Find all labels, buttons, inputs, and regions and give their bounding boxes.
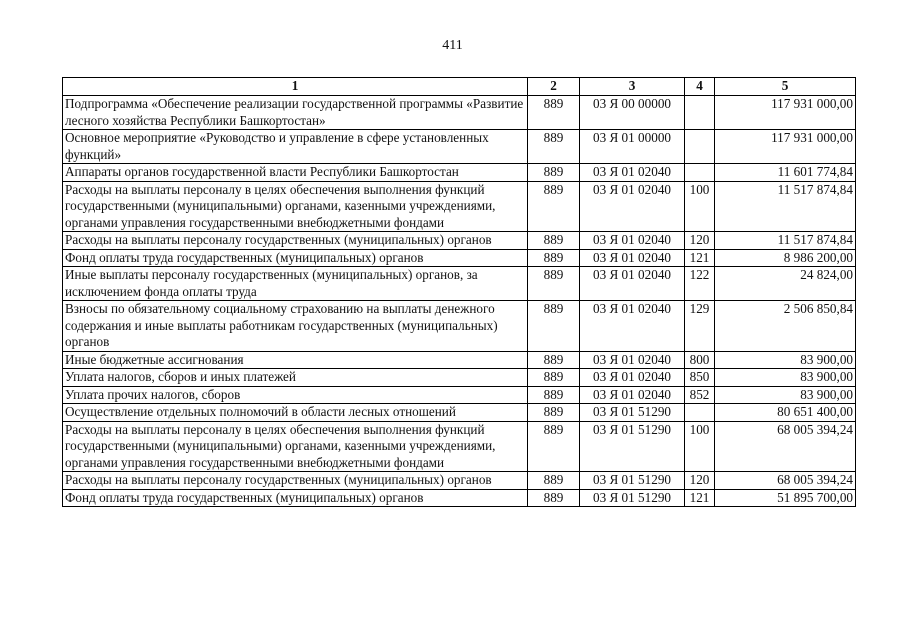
row-type-cell — [685, 164, 715, 182]
table-row — [63, 249, 856, 267]
table-row — [63, 164, 856, 182]
row-gr-cell: 889 — [528, 249, 580, 267]
row-amount-cell: 83 900,00 — [715, 386, 856, 404]
row-amount-cell: 11 517 874,84 — [715, 232, 856, 250]
row-type-cell: 100 — [685, 181, 715, 232]
row-type-cell: 121 — [685, 249, 715, 267]
table-row — [63, 130, 856, 164]
table-row — [63, 181, 856, 232]
table-body — [63, 96, 856, 507]
row-amount-cell: 8 986 200,00 — [715, 249, 856, 267]
row-amount-cell: 51 895 700,00 — [715, 489, 856, 507]
row-amount-cell: 83 900,00 — [715, 369, 856, 387]
column-header-4: 4 — [685, 78, 715, 96]
row-name-cell: Расходы на выплаты персоналу в целях обеспечения выполнения функций государственными (муниципальными) органами, казенными учреждениями, органами управления государственными внебюджетными фондами — [63, 421, 528, 472]
row-gr-cell: 889 — [528, 181, 580, 232]
row-code-cell: 03 Я 01 02040 — [580, 351, 685, 369]
row-gr-cell: 889 — [528, 267, 580, 301]
page-number: 411 — [442, 38, 463, 53]
table-row — [63, 369, 856, 387]
row-gr-cell: 889 — [528, 369, 580, 387]
row-code-cell: 03 Я 01 02040 — [580, 164, 685, 182]
row-name-cell: Иные выплаты персоналу государственных (муниципальных) органов, за исключением фонда оплаты труда — [63, 267, 528, 301]
row-type-cell: 800 — [685, 351, 715, 369]
row-type-cell: 122 — [685, 267, 715, 301]
row-code-cell: 03 Я 01 02040 — [580, 249, 685, 267]
row-name-cell: Иные бюджетные ассигнования — [63, 351, 528, 369]
row-code-cell: 03 Я 01 51290 — [580, 472, 685, 490]
row-gr-cell: 889 — [528, 96, 580, 130]
row-amount-cell: 117 931 000,00 — [715, 130, 856, 164]
row-name-cell: Уплата налогов, сборов и иных платежей — [63, 369, 528, 387]
column-header-5: 5 — [715, 78, 856, 96]
row-amount-cell: 2 506 850,84 — [715, 301, 856, 352]
row-gr-cell: 889 — [528, 232, 580, 250]
row-type-cell: 120 — [685, 232, 715, 250]
row-type-cell: 121 — [685, 489, 715, 507]
row-type-cell: 129 — [685, 301, 715, 352]
row-name-cell: Уплата прочих налогов, сборов — [63, 386, 528, 404]
row-gr-cell: 889 — [528, 472, 580, 490]
row-name-cell: Расходы на выплаты персоналу в целях обеспечения выполнения функций государственными (муниципальными) органами, казенными учреждениями, органами управления государственными внебюджетными фондами — [63, 181, 528, 232]
table-row — [63, 404, 856, 422]
row-amount-cell: 11 517 874,84 — [715, 181, 856, 232]
row-amount-cell: 83 900,00 — [715, 351, 856, 369]
table-row — [63, 351, 856, 369]
table-row — [63, 421, 856, 472]
row-amount-cell: 68 005 394,24 — [715, 472, 856, 490]
row-name-cell: Расходы на выплаты персоналу государственных (муниципальных) органов — [63, 472, 528, 490]
row-type-cell: 100 — [685, 421, 715, 472]
row-code-cell: 03 Я 01 02040 — [580, 301, 685, 352]
table-row — [63, 267, 856, 301]
table-header-row — [63, 78, 856, 96]
row-type-cell: 120 — [685, 472, 715, 490]
row-code-cell: 03 Я 01 51290 — [580, 404, 685, 422]
row-name-cell: Фонд оплаты труда государственных (муниципальных) органов — [63, 249, 528, 267]
row-code-cell: 03 Я 01 51290 — [580, 421, 685, 472]
row-amount-cell: 117 931 000,00 — [715, 96, 856, 130]
row-name-cell: Расходы на выплаты персоналу государственных (муниципальных) органов — [63, 232, 528, 250]
table-row — [63, 489, 856, 507]
row-code-cell: 03 Я 01 02040 — [580, 267, 685, 301]
table-row — [63, 301, 856, 352]
row-gr-cell: 889 — [528, 351, 580, 369]
row-name-cell: Основное мероприятие «Руководство и управление в сфере установленных функций» — [63, 130, 528, 164]
row-code-cell: 03 Я 01 02040 — [580, 181, 685, 232]
row-code-cell: 03 Я 01 00000 — [580, 130, 685, 164]
budget-table — [62, 77, 856, 507]
table-row — [63, 472, 856, 490]
row-type-cell: 850 — [685, 369, 715, 387]
row-gr-cell: 889 — [528, 301, 580, 352]
column-header-3: 3 — [580, 78, 685, 96]
row-gr-cell: 889 — [528, 164, 580, 182]
row-name-cell: Аппараты органов государственной власти Республики Башкортостан — [63, 164, 528, 182]
row-code-cell: 03 Я 01 02040 — [580, 232, 685, 250]
column-header-1: 1 — [63, 78, 528, 96]
row-gr-cell: 889 — [528, 130, 580, 164]
row-type-cell — [685, 96, 715, 130]
row-name-cell: Осуществление отдельных полномочий в области лесных отношений — [63, 404, 528, 422]
row-gr-cell: 889 — [528, 421, 580, 472]
column-header-2: 2 — [528, 78, 580, 96]
table-row — [63, 386, 856, 404]
row-code-cell: 03 Я 01 51290 — [580, 489, 685, 507]
row-type-cell: 852 — [685, 386, 715, 404]
row-name-cell: Фонд оплаты труда государственных (муниципальных) органов — [63, 489, 528, 507]
table-row — [63, 232, 856, 250]
row-code-cell: 03 Я 01 02040 — [580, 369, 685, 387]
row-amount-cell: 68 005 394,24 — [715, 421, 856, 472]
row-gr-cell: 889 — [528, 404, 580, 422]
row-amount-cell: 80 651 400,00 — [715, 404, 856, 422]
table-row — [63, 96, 856, 130]
row-type-cell — [685, 130, 715, 164]
row-gr-cell: 889 — [528, 489, 580, 507]
row-amount-cell: 11 601 774,84 — [715, 164, 856, 182]
row-type-cell — [685, 404, 715, 422]
row-amount-cell: 24 824,00 — [715, 267, 856, 301]
row-name-cell: Взносы по обязательному социальному страхованию на выплаты денежного содержания и иные выплаты работникам государственных (муниципальных) органов — [63, 301, 528, 352]
row-code-cell: 03 Я 01 02040 — [580, 386, 685, 404]
row-gr-cell: 889 — [528, 386, 580, 404]
row-name-cell: Подпрограмма «Обеспечение реализации государственной программы «Развитие лесного хозяйства Республики Башкортостан» — [63, 96, 528, 130]
row-code-cell: 03 Я 00 00000 — [580, 96, 685, 130]
